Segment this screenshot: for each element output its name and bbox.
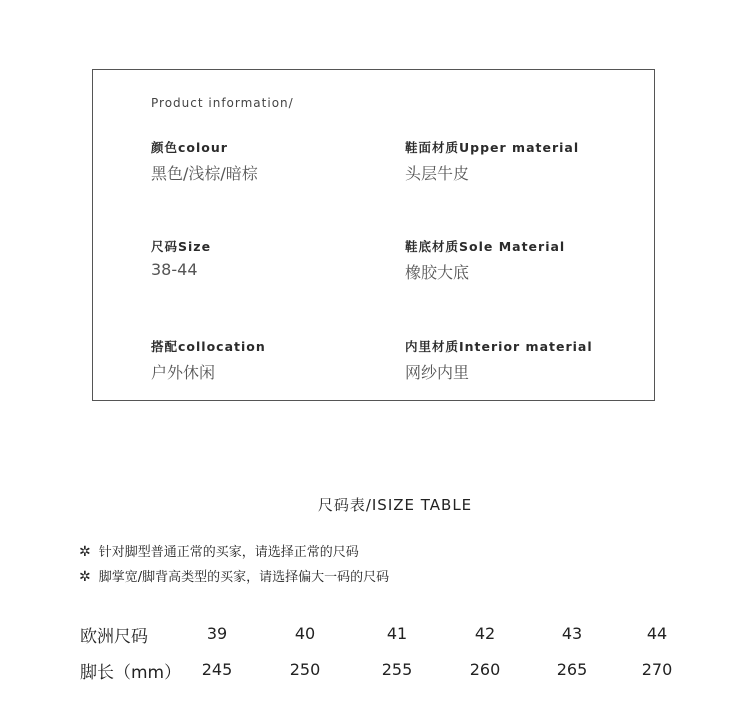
field-sole-material xyxy=(405,237,565,283)
size-cell: 255 xyxy=(381,660,413,679)
field-upper-material-value: 头层牛皮 xyxy=(405,164,470,183)
size-row-eu xyxy=(0,622,750,648)
field-size-label: 尺码Size xyxy=(151,239,212,254)
size-row-foot-length xyxy=(0,658,750,684)
field-interior-material-value: 网纱内里 xyxy=(405,363,470,382)
asterisk-icon: ✲ xyxy=(79,544,91,560)
field-size-value: 38-44 xyxy=(151,260,198,279)
size-note xyxy=(79,541,359,560)
size-cell: 42 xyxy=(474,624,496,643)
field-collocation-label: 搭配collocation xyxy=(151,339,266,354)
size-cell: 40 xyxy=(294,624,316,643)
size-note xyxy=(79,566,389,585)
size-note-text: 脚掌宽/脚背高类型的买家，请选择偏大一码的尺码 xyxy=(98,570,390,585)
size-cell: 39 xyxy=(206,624,228,643)
field-collocation xyxy=(151,337,266,383)
field-sole-material-label: 鞋底材质Sole Material xyxy=(405,239,566,254)
field-collocation-value: 户外休闲 xyxy=(151,363,216,382)
size-cell: 43 xyxy=(561,624,583,643)
product-info-heading: Product information/ xyxy=(151,96,294,110)
asterisk-icon: ✲ xyxy=(79,569,91,585)
field-upper-material-label: 鞋面材质Upper material xyxy=(405,140,580,155)
size-table-title: 尺码表/ISIZE TABLE xyxy=(317,496,473,514)
size-row-label: 脚长（mm） xyxy=(80,663,182,683)
field-interior-material-label: 内里材质Interior material xyxy=(405,339,593,354)
field-interior-material xyxy=(405,337,593,383)
field-sole-material-value: 橡胶大底 xyxy=(405,263,470,282)
field-upper-material xyxy=(405,138,579,184)
size-note-text: 针对脚型普通正常的买家，请选择正常的尺码 xyxy=(98,545,359,560)
size-cell: 245 xyxy=(201,660,233,679)
field-colour xyxy=(151,138,258,184)
size-cell: 250 xyxy=(289,660,321,679)
size-cell: 44 xyxy=(646,624,668,643)
size-cell: 270 xyxy=(641,660,673,679)
product-info-box xyxy=(92,69,655,401)
field-colour-label: 颜色colour xyxy=(151,140,228,155)
size-cell: 41 xyxy=(386,624,408,643)
field-colour-value: 黑色/浅棕/暗棕 xyxy=(151,164,258,183)
size-cell: 260 xyxy=(469,660,501,679)
size-cell: 265 xyxy=(556,660,588,679)
size-row-label: 欧洲尺码 xyxy=(80,627,148,647)
field-size xyxy=(151,237,211,279)
